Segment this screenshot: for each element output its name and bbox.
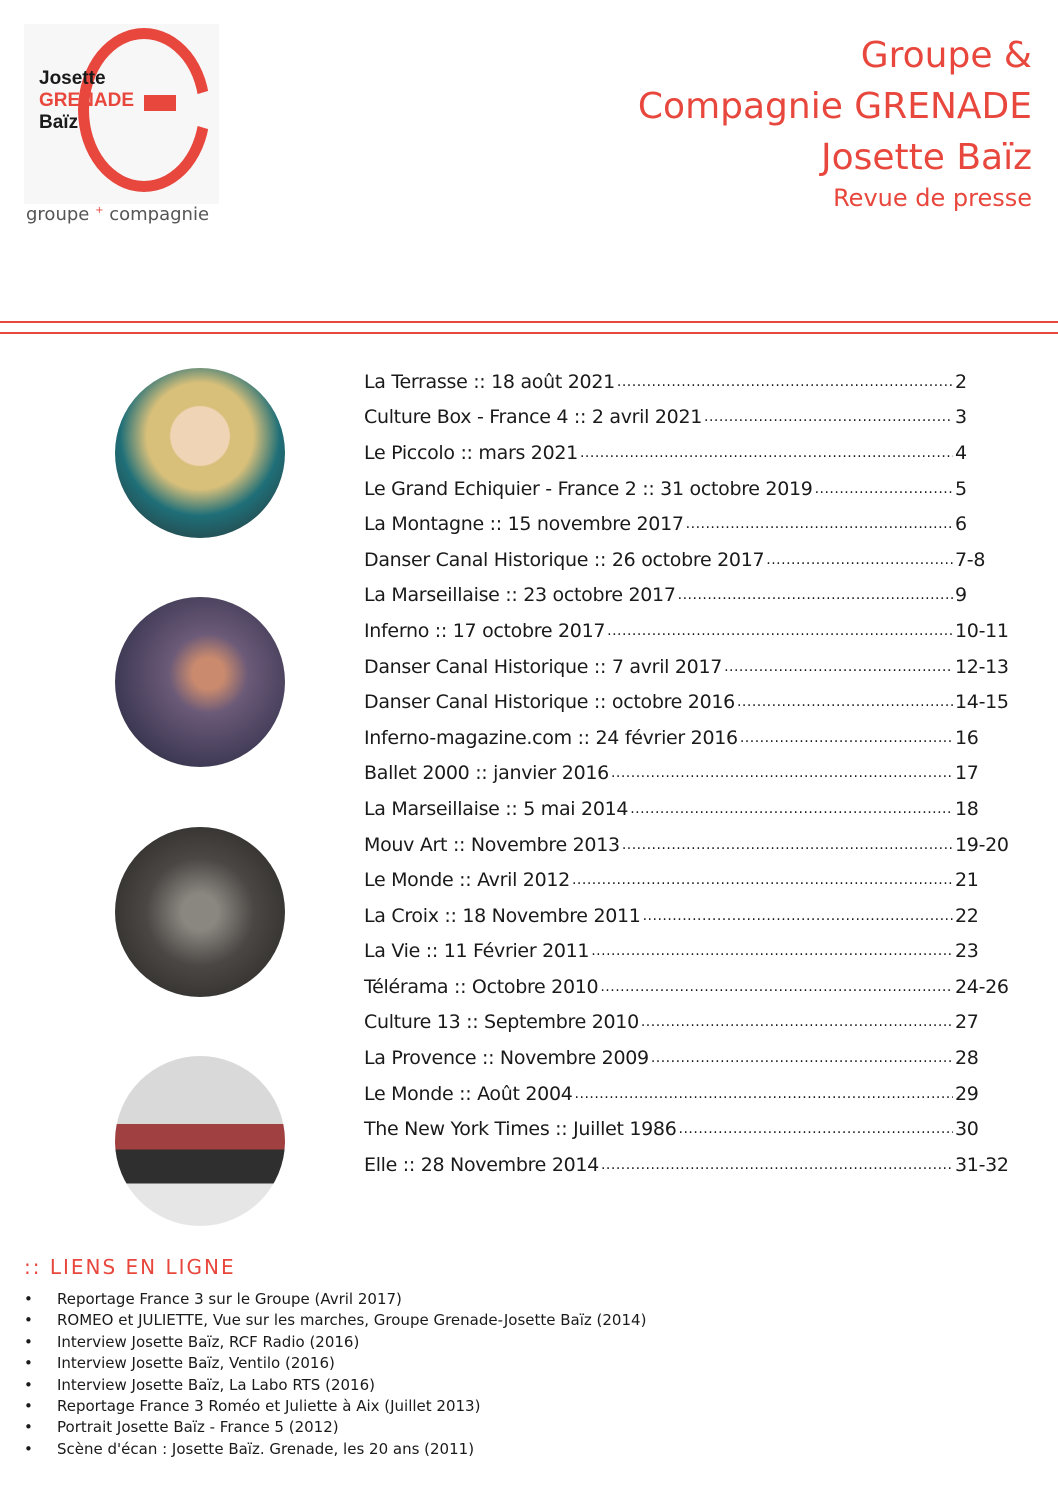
toc-page-number: 9 [955,584,967,607]
links-heading: :: LIENS EN LIGNE [24,1255,236,1279]
toc-entry-title: The New York Times :: Juillet 1986 [364,1118,677,1141]
toc-page-number: 24-26 [955,975,1009,998]
logo-line-1: Josette [39,68,106,89]
toc-row [364,400,1009,436]
toc-page-number: 27 [955,1011,979,1034]
toc-page-number: 12-13 [955,655,1009,678]
toc-row [364,791,1009,827]
toc-leader-dots [651,1050,953,1066]
group-dance-photo [115,827,285,997]
toc-page-number: 14-15 [955,691,1009,714]
logo-bar-shape [144,95,176,111]
toc-entry-title: Mouv Art :: Novembre 2013 [364,833,620,856]
online-link-text[interactable]: Portrait Josette Baïz - France 5 (2012) [57,1418,339,1437]
toc-entry-title: La Croix :: 18 Novembre 2011 [364,904,641,927]
toc-page-number: 2 [955,370,967,393]
toc-row [364,364,1009,400]
toc-entry-title: La Marseillaise :: 5 mai 2014 [364,797,629,820]
online-link-item[interactable] [24,1396,646,1417]
toc-entry-title: Danser Canal Historique :: 7 avril 2017 [364,655,723,678]
toc-page-number: 10-11 [955,619,1009,642]
toc-leader-dots [679,1121,953,1137]
title-line-2: Compagnie GRENADE [637,86,1032,127]
logo-tagline-a: groupe [26,204,90,225]
toc-leader-dots [600,979,953,995]
toc-leader-dots [724,659,953,675]
dancers-line-photo [115,1056,285,1226]
toc-page-number: 29 [955,1082,979,1105]
toc-leader-dots [740,730,953,746]
toc-entry-title: Télérama :: Octobre 2010 [364,975,599,998]
toc-row [364,435,1009,471]
toc-page-number: 28 [955,1047,979,1070]
toc-leader-dots [572,872,953,888]
toc-entry-title: Le Monde :: Août 2004 [364,1082,573,1105]
toc-leader-dots [686,516,953,532]
toc-row [364,827,1009,863]
toc-page-number: 4 [955,441,967,464]
toc-page-number: 16 [955,726,979,749]
toc-page-number: 18 [955,797,979,820]
toc-leader-dots [815,481,953,497]
toc-leader-dots [737,694,953,710]
toc-leader-dots [607,623,953,639]
online-link-item[interactable] [24,1375,646,1396]
company-logo [24,24,224,234]
portrait-photo [115,368,285,538]
toc-row [364,1005,1009,1041]
toc-entry-title: Danser Canal Historique :: octobre 2016 [364,691,735,714]
toc-leader-dots [704,409,953,425]
toc-leader-dots [575,1086,953,1102]
bullet-icon: • [24,1332,33,1351]
bullet-icon: • [24,1397,33,1416]
toc-page-number: 6 [955,513,967,536]
toc-leader-dots [641,1014,953,1030]
online-link-text[interactable]: Scène d'écan : Josette Baïz. Grenade, les 20 ans (2011) [57,1439,475,1458]
online-link-item[interactable] [24,1439,646,1460]
toc-entry-title: La Terrasse :: 18 août 2021 [364,370,615,393]
toc-row [364,542,1009,578]
toc-leader-dots [591,943,953,959]
toc-entry-title: Le Piccolo :: mars 2021 [364,441,578,464]
toc-page-number: 23 [955,940,979,963]
toc-row [364,1040,1009,1076]
logo-line-2: GRENADE [39,90,135,111]
toc-entry-title: Culture 13 :: Septembre 2010 [364,1011,639,1034]
table-of-contents [364,364,1009,1183]
toc-entry-title: Inferno :: 17 octobre 2017 [364,619,606,642]
online-link-text[interactable]: Interview Josette Baïz, RCF Radio (2016) [57,1332,360,1351]
bullet-icon: • [24,1311,33,1330]
online-link-item[interactable] [24,1353,646,1374]
toc-row [364,720,1009,756]
toc-row [364,471,1009,507]
toc-leader-dots [611,765,953,781]
online-link-item[interactable] [24,1310,646,1331]
toc-entry-title: Le Monde :: Avril 2012 [364,869,570,892]
online-link-item[interactable] [24,1417,646,1438]
toc-entry-title: La Vie :: 11 Février 2011 [364,940,590,963]
toc-entry-title: Elle :: 28 Novembre 2014 [364,1153,599,1176]
toc-leader-dots [678,587,953,603]
bullet-icon: • [24,1418,33,1437]
toc-page-number: 22 [955,904,979,927]
toc-leader-dots [643,908,953,924]
toc-row [364,506,1009,542]
toc-entry-title: La Montagne :: 15 novembre 2017 [364,513,684,536]
toc-entry-title: Culture Box - France 4 :: 2 avril 2021 [364,406,703,429]
toc-row [364,756,1009,792]
toc-entry-title: La Provence :: Novembre 2009 [364,1047,649,1070]
logo-tagline [26,204,209,225]
logo-line-3: Baïz [39,112,79,133]
online-link-text[interactable]: Reportage France 3 sur le Groupe (Avril 2017) [57,1290,402,1308]
online-link-item[interactable] [24,1332,646,1353]
toc-row [364,1111,1009,1147]
online-link-item[interactable] [24,1289,646,1310]
toc-entry-title: La Marseillaise :: 23 octobre 2017 [364,584,676,607]
bullet-icon: • [24,1375,33,1394]
online-link-text[interactable]: Reportage France 3 Roméo et Juliette à Aix (Juillet 2013) [57,1397,481,1416]
toc-entry-title: Ballet 2000 :: janvier 2016 [364,762,609,785]
header-rule-bottom [0,332,1058,334]
toc-page-number: 31-32 [955,1153,1009,1176]
toc-entry-title: Inferno-magazine.com :: 24 février 2016 [364,726,738,749]
toc-leader-dots [622,837,953,853]
logo-wordmark [39,68,134,134]
toc-leader-dots [580,445,953,461]
toc-leader-dots [766,552,953,568]
dancer-jump-photo [115,597,285,767]
toc-page-number: 5 [955,477,967,500]
links-list [24,1289,646,1460]
toc-row [364,649,1009,685]
toc-row [364,613,1009,649]
page-subtitle: Revue de presse [833,184,1032,212]
page-title [638,30,1032,213]
toc-entry-title: Danser Canal Historique :: 26 octobre 2017 [364,548,765,571]
header-rule-top [0,321,1058,323]
toc-page-number: 30 [955,1118,979,1141]
toc-row [364,862,1009,898]
toc-leader-dots [630,801,953,817]
toc-row [364,934,1009,970]
online-link-text[interactable]: Interview Josette Baïz, La Labo RTS (2016) [57,1375,375,1394]
toc-leader-dots [601,1157,953,1173]
bullet-icon: • [24,1439,33,1458]
title-line-3: Josette Baïz [820,137,1032,178]
toc-page-number: 7-8 [955,548,986,571]
toc-row [364,684,1009,720]
toc-row [364,578,1009,614]
bullet-icon: • [24,1354,33,1373]
toc-page-number: 19-20 [955,833,1009,856]
toc-row [364,898,1009,934]
online-link-text[interactable]: ROMEO et JULIETTE, Vue sur les marches, Groupe Grenade-Josette Baïz (2014) [57,1311,647,1330]
title-line-1: Groupe & [860,35,1032,76]
logo-tagline-plus: + [95,205,104,216]
toc-page-number: 3 [955,406,967,429]
logo-tagline-b: compagnie [109,204,210,225]
toc-page-number: 21 [955,869,979,892]
toc-row [364,1147,1009,1183]
toc-leader-dots [617,374,953,390]
toc-row [364,1076,1009,1112]
online-link-text[interactable]: Interview Josette Baïz, Ventilo (2016) [57,1354,335,1373]
bullet-icon: • [24,1290,33,1308]
toc-page-number: 17 [955,762,979,785]
toc-row [364,969,1009,1005]
toc-entry-title: Le Grand Echiquier - France 2 :: 31 octobre 2019 [364,477,813,500]
